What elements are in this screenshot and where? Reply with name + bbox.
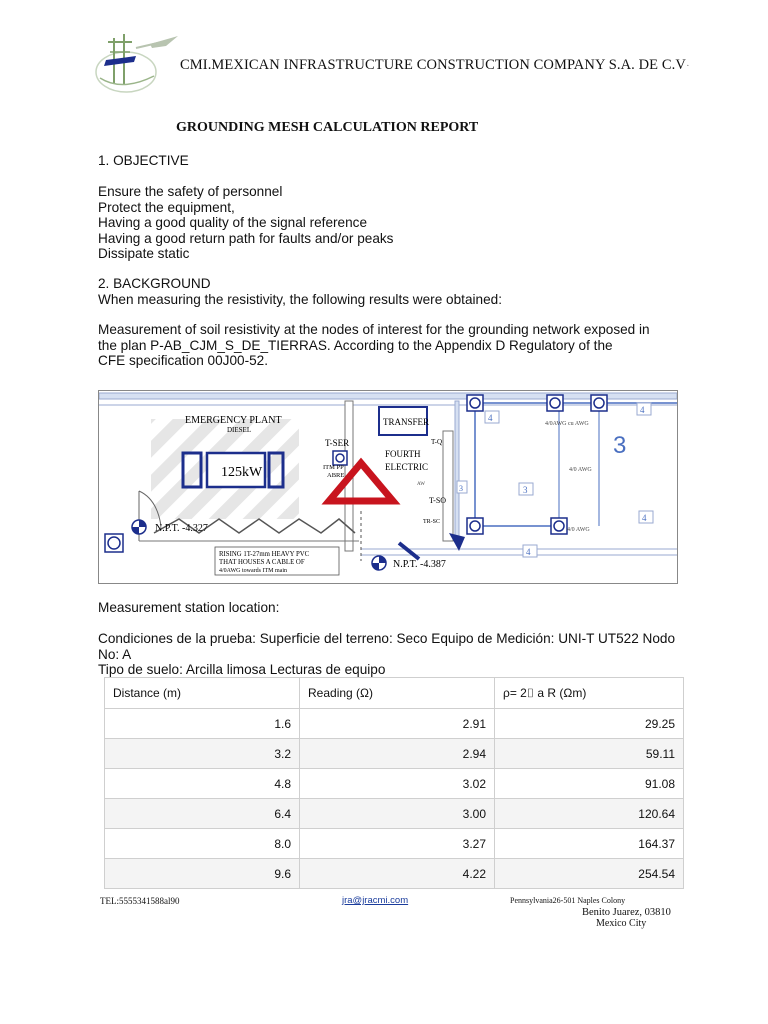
plan-label: AW — [417, 482, 425, 487]
plan-label: TR-SC — [423, 519, 441, 525]
table-header-row — [105, 678, 684, 709]
plan-label: ELECTRIC — [385, 462, 428, 472]
table-row: 3.2 2.94 59.11 — [105, 739, 684, 769]
objective-list — [98, 184, 393, 262]
footer-address-line2: Benito Juarez, 03810 — [582, 907, 671, 918]
plan-label: ABRE — [327, 472, 345, 479]
plan-box-label: 4 — [640, 405, 645, 415]
objective-item: Having a good return path for faults and/or peaks — [98, 230, 394, 246]
footer-phone: TEL:5555341588al90 — [100, 896, 180, 906]
table-row: 1.6 2.91 29.25 — [105, 709, 684, 739]
background-paragraph: Measurement of soil resistivity at the nodes of interest for the grounding network exposed in the plan P-AB_CJM_S_DE_TIERRAS. According to the Appendix D Regulatory of the CFE specification 00J00-52. — [98, 322, 650, 369]
plan-label: THAT HOUSES A CABLE OF — [219, 559, 305, 566]
header-distance: Distance (m) — [105, 678, 300, 709]
background-intro: When measuring the resistivity, the following results were obtained: — [98, 292, 502, 307]
header-reading: Reading (Ω) — [300, 678, 495, 709]
plan-label: T-SO — [429, 496, 447, 505]
company-name: CMI.MEXICAN INFRASTRUCTURE CONSTRUCTION COMPANY S.A. DE C.V· — [180, 57, 690, 73]
plan-label: 125kW — [221, 465, 263, 480]
footer-address-line3: Mexico City — [596, 918, 647, 929]
table-row: 9.6 4.22 254.54 — [105, 859, 684, 889]
plan-label: 4/0AWG cu AWG — [545, 421, 589, 427]
plan-zone-label: 3 — [613, 432, 627, 459]
resistivity-table — [104, 677, 684, 889]
objective-item: Having a good quality of the signal reference — [98, 215, 368, 231]
plan-label: N.P.T. -4.387 — [393, 559, 446, 570]
plan-label: 4/0AWG towards ITM main — [219, 568, 288, 574]
plan-label: FOURTH — [385, 449, 421, 459]
grounding-plan-drawing — [98, 390, 678, 584]
plan-label: 4/0 AWG — [569, 467, 592, 473]
table-row: 8.0 3.27 164.37 — [105, 829, 684, 859]
plan-label: TRANSFER — [383, 417, 430, 427]
header-resistivity: ρ= 2⌷ a R (Ωm) — [495, 678, 684, 709]
plan-label: N.P.T. -4.327 — [155, 523, 208, 534]
plan-label: EMERGENCY PLANT — [185, 415, 282, 426]
report-title: GROUNDING MESH CALCULATION REPORT — [176, 120, 479, 135]
plan-label: T-Q — [431, 438, 443, 446]
objective-heading: 1. OBJECTIVE — [98, 153, 189, 168]
table-row: 6.4 3.00 120.64 — [105, 799, 684, 829]
plan-label: 4/0 AWG — [567, 527, 590, 533]
footer-email-link[interactable]: jra@jracmi.com — [342, 895, 409, 906]
table-row: 4.8 3.02 91.08 — [105, 769, 684, 799]
plan-label: DIESEL — [227, 426, 252, 434]
objective-item: Dissipate static — [98, 246, 190, 262]
plan-box-label: 3 — [523, 485, 528, 495]
objective-item: Protect the equipment, — [98, 199, 235, 215]
plan-box-label: 3 — [459, 484, 463, 493]
objective-item: Ensure the safety of personnel — [98, 184, 283, 199]
station-label: Measurement station location: — [98, 600, 280, 615]
company-logo — [92, 26, 188, 98]
footer-address-line1: Pennsylvania26-501 Naples Colony — [510, 896, 626, 905]
plan-box-label: 4 — [642, 513, 647, 523]
plan-box-label: 4 — [526, 547, 531, 557]
background-heading: 2. BACKGROUND — [98, 276, 211, 291]
plan-label: ITM PP — [323, 464, 344, 471]
plan-label: T-SER — [325, 438, 350, 448]
test-conditions: Condiciones de la prueba: Superficie del terreno: Seco Equipo de Medición: UNI-T UT522 Nodo No: A Tipo de suelo: Arcilla limosa Lecturas de equipo — [98, 631, 676, 678]
plan-box-label: 4 — [488, 413, 493, 423]
plan-label: RISING 1T-27mm HEAVY PVC — [219, 551, 310, 558]
